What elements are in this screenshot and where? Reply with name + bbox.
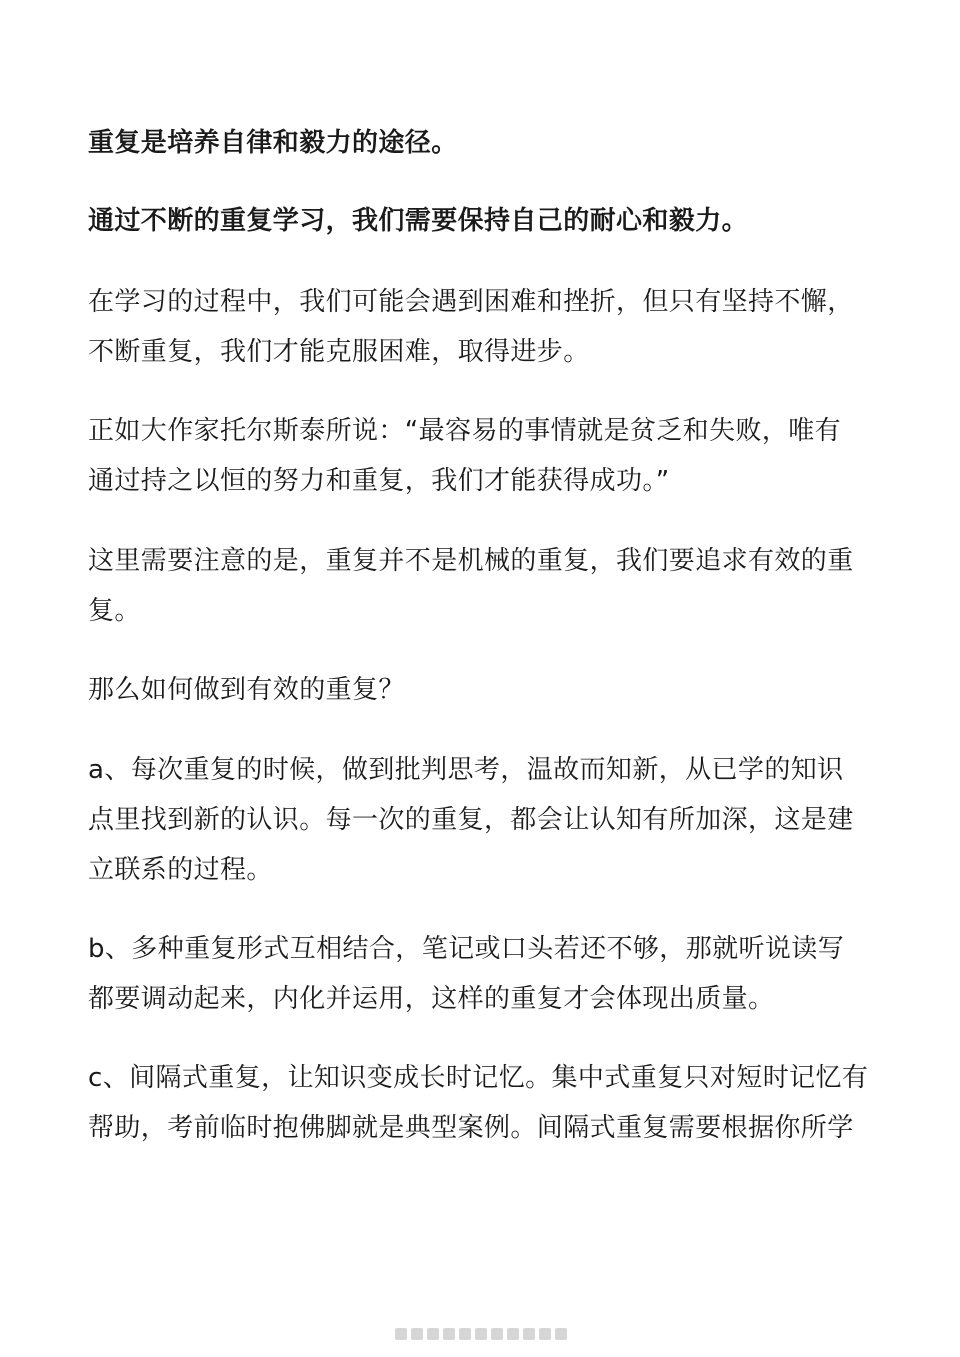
paragraph-8 bbox=[88, 924, 878, 1024]
paragraph-line: 帮助，考前临时抱佛脚就是典型案例。间隔式重复需要根据你所学 bbox=[88, 1113, 854, 1143]
paragraph-5 bbox=[88, 536, 878, 636]
paragraph-line: 那么如何做到有效的重复？ bbox=[88, 675, 405, 705]
paragraph-line: 都要调动起来，内化并运用，这样的重复才会体现出质量。 bbox=[88, 984, 775, 1014]
paragraph-line: 复。 bbox=[88, 596, 141, 626]
paragraph-line: 通过持之以恒的努力和重复，我们才能获得成功。” bbox=[88, 466, 670, 496]
paragraph-line: 重复是培养自律和毅力的途径。 bbox=[88, 128, 458, 158]
paragraph-line: 在学习的过程中，我们可能会遇到困难和挫折，但只有坚持不懈， bbox=[88, 287, 854, 317]
watermark-image bbox=[395, 1322, 570, 1344]
paragraph-1 bbox=[88, 118, 878, 168]
paragraph-6 bbox=[88, 665, 878, 715]
paragraph-4 bbox=[88, 406, 878, 506]
paragraph-3 bbox=[88, 277, 878, 377]
paragraph-line: 立联系的过程。 bbox=[88, 855, 273, 885]
paragraph-line: b、多种重复形式互相结合，笔记或口头若还不够，那就听说读写 bbox=[88, 934, 845, 964]
paragraph-line: 点里找到新的认识。每一次的重复，都会让认知有所加深，这是建 bbox=[88, 805, 854, 835]
paragraph-2 bbox=[88, 196, 878, 246]
paragraph-line: 正如大作家托尔斯泰所说：“最容易的事情就是贫乏和失败，唯有 bbox=[88, 416, 842, 446]
paragraph-line: c、间隔式重复，让知识变成长时记忆。集中式重复只对短时记忆有 bbox=[88, 1063, 869, 1093]
paragraph-9 bbox=[88, 1053, 878, 1153]
paragraph-line: a、每次重复的时候，做到批判思考，温故而知新，从已学的知识 bbox=[88, 755, 844, 785]
paragraph-line: 通过不断的重复学习，我们需要保持自己的耐心和毅力。 bbox=[88, 206, 749, 236]
paragraph-line: 不断重复，我们才能克服困难，取得进步。 bbox=[88, 337, 590, 367]
paragraph-7 bbox=[88, 745, 878, 895]
paragraph-line: 这里需要注意的是，重复并不是机械的重复，我们要追求有效的重 bbox=[88, 546, 854, 576]
